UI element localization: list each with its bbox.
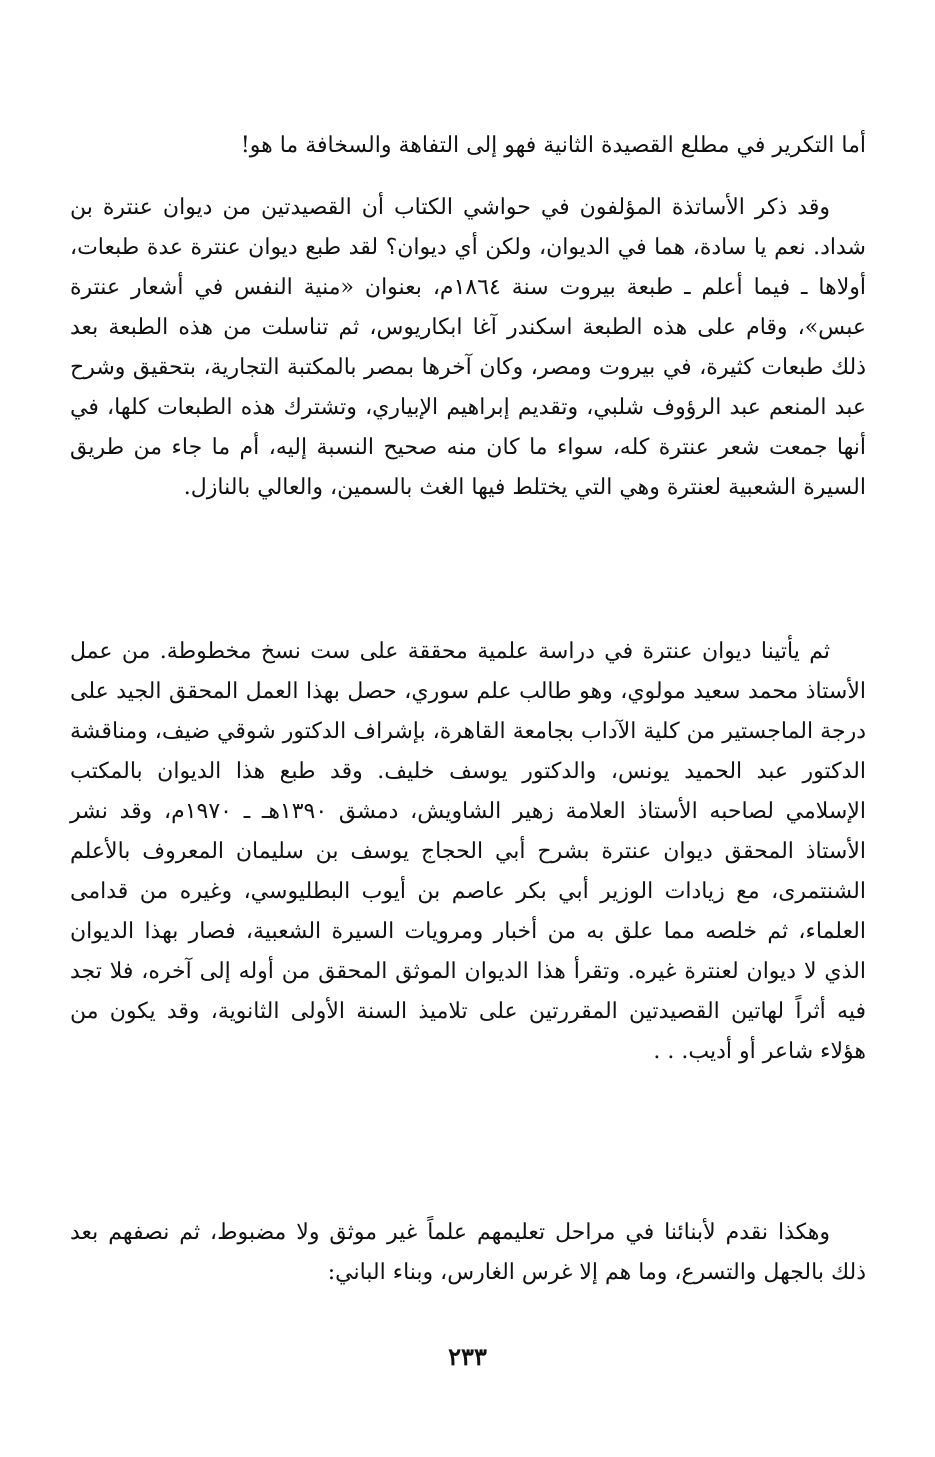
opening-line: أما التكرير في مطلع القصيدة الثانية فهو إلى التفاهة والسخافة ما هو!	[240, 133, 866, 158]
paragraph-antara-editions: وقد ذكر الأساتذة المؤلفون في حواشي الكتاب أن القصيدتين من ديوان عنترة بن شداد. نعم يا سادة، هما في الديوان، ولكن أي ديوان؟ لقد طبع ديوان عنترة عدة طبعات، أولاها ـ فيما أعلم ـ طبعة بيروت سنة ١٨٦٤م، بعنوان «منية النفس في أشعار عنترة عبس»، وقام على هذه الطبعة اسكندر آغا ابكاريوس، ثم تناسلت من هذه الطبعة بعد ذلك طبعات كثيرة، في بيروت ومصر، وكان آخرها بمصر بالمكتبة التجارية، بتحقيق وشرح عبد المنعم عبد الرؤوف شلبي، وتقديم إبراهيم الإبياري، وتشترك هذه الطبعات كلها، في أنها جمعت شعر عنترة كله، سواء ما كان منه صحيح النسبة إليه، أم ما جاء من طريق السيرة الشعبية لعنترة وهي التي يختلط فيها الغث بالسمين، والعالي بالنازل.	[70, 195, 867, 500]
paragraph-conclusion: وهكذا نقدم لأبنائنا في مراحل تعليمهم علماً غير موثق ولا مضبوط، ثم نصفهم بعد ذلك بالجهل والتسرع، وما هم إلا غرس الغارس، وبناء الباني:	[70, 1220, 866, 1285]
page-number: ٢٣٣	[448, 1342, 487, 1371]
paragraph-critical-edition: ثم يأتينا ديوان عنترة في دراسة علمية محققة على ست نسخ مخطوطة. من عمل الأستاذ محمد سعيد مولوي، وهو طالب علم سوري، حصل بهذا العمل المحقق الجيد على درجة الماجستير من كلية الآداب بجامعة القاهرة، بإشراف الدكتور شوقي ضيف، ومناقشة الدكتور عبد الحميد يونس، والدكتور يوسف خليف. وقد طبع هذا الديوان بالمكتب الإسلامي لصاحبه الأستاذ العلامة زهير الشاويش، دمشق ١٣٩٠هـ ـ ١٩٧٠م، وقد نشر الأستاذ المحقق ديوان عنترة بشرح أبي الحجاج يوسف بن سليمان المعروف بالأعلم الشنتمرى، مع زيادات الوزير أبي بكر عاصم بن أيوب البطليوسي، وغيره من قدامى العلماء، ثم خلصه مما علق به من أخبار ومرويات السيرة الشعبية، فصار بهذا الديوان الذي لا ديوان لعنترة غيره. وتقرأ هذا الديوان الموثق المحقق من أوله إلى آخره، فلا تجد فيه أثراً لهاتين القصيدتين المقررتين على تلاميذ السنة الأولى الثانوية، وقد يكون من هؤلاء شاعر أو أديب. . .	[70, 639, 866, 1064]
